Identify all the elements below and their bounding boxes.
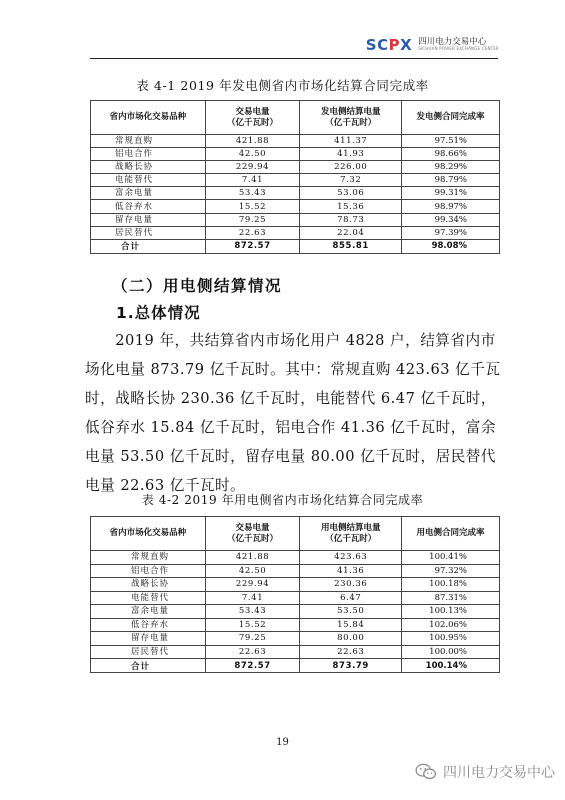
table1-caption: 表 4-1 2019 年发电侧省内市场化结算合同完成率 xyxy=(136,78,429,93)
row-trade-volume: 421.88 xyxy=(205,551,300,565)
row-category: 留存电量 xyxy=(91,213,206,226)
table1-header-cell: 交易电量 （亿千瓦时） xyxy=(205,101,300,135)
row-settled-volume: 80.00 xyxy=(300,632,402,646)
paragraph-line: 电量 53.50 亿千瓦时，留存电量 80.00 亿千瓦时，居民替代 xyxy=(85,448,496,465)
row-category: 居民替代 xyxy=(91,226,206,239)
row-settled-volume: 41.93 xyxy=(300,148,402,161)
row-completion-rate: 97.51% xyxy=(402,135,500,148)
watermark-text: 四川电力交易中心 xyxy=(443,765,555,781)
table2-header-cell: 用电侧合同完成率 xyxy=(402,517,500,551)
header-rule xyxy=(90,58,498,59)
row-settled-volume: 230.36 xyxy=(300,578,402,592)
row-category: 富余电量 xyxy=(91,605,206,619)
table2-header-row xyxy=(91,517,500,551)
row-completion-rate: 99.31% xyxy=(402,187,500,200)
table2-header-cell: 用电侧结算电量 （亿千瓦时） xyxy=(300,517,402,551)
table-row xyxy=(91,148,500,161)
logo-org-en: SICHUAN POWER EXCHANGE CENTER xyxy=(418,46,499,52)
row-settled-volume: 226.00 xyxy=(300,161,402,174)
table-row xyxy=(91,605,500,619)
table-row xyxy=(91,632,500,646)
total-value: 872.57 xyxy=(205,659,300,673)
row-category: 居民替代 xyxy=(91,645,206,659)
table-row xyxy=(91,135,500,148)
paragraph-line: 时，战略长协 230.36 亿千瓦时，电能替代 6.47 亿千瓦时， xyxy=(85,390,496,407)
row-completion-rate: 100.41% xyxy=(402,551,500,565)
row-trade-volume: 15.52 xyxy=(205,200,300,213)
table2-caption: 表 4-2 2019 年用电侧省内市场化结算合同完成率 xyxy=(141,493,424,507)
table-row xyxy=(91,161,500,174)
row-category: 战略长协 xyxy=(91,578,206,592)
row-settled-volume: 15.84 xyxy=(300,618,402,632)
row-completion-rate: 100.18% xyxy=(402,578,500,592)
row-trade-volume: 53.43 xyxy=(205,187,300,200)
row-settled-volume: 423.63 xyxy=(300,551,402,565)
row-completion-rate: 97.39% xyxy=(402,226,500,239)
row-category: 电能替代 xyxy=(91,174,206,187)
row-settled-volume: 22.04 xyxy=(300,226,402,239)
row-trade-volume: 229.94 xyxy=(205,161,300,174)
row-category: 战略长协 xyxy=(91,161,206,174)
table1-header-cell: 省内市场化交易品种 xyxy=(91,101,206,135)
row-completion-rate: 100.13% xyxy=(402,605,500,619)
row-completion-rate: 98.79% xyxy=(402,174,500,187)
subsection-heading: 1.总体情况 xyxy=(116,304,201,322)
row-trade-volume: 42.50 xyxy=(205,148,300,161)
row-settled-volume: 78.73 xyxy=(300,213,402,226)
table-row xyxy=(91,187,500,200)
wechat-watermark xyxy=(415,762,555,782)
row-trade-volume: 42.50 xyxy=(205,564,300,578)
row-settled-volume: 41.36 xyxy=(300,564,402,578)
table-row xyxy=(91,200,500,213)
row-settled-volume: 53.06 xyxy=(300,187,402,200)
logo-org-cn: 四川电力交易中心 xyxy=(418,37,487,48)
row-trade-volume: 79.25 xyxy=(205,632,300,646)
table1-header-cell: 发电侧结算电量 （亿千瓦时） xyxy=(300,101,402,135)
table1-header-row xyxy=(91,101,500,135)
total-value: 873.79 xyxy=(300,659,402,673)
body-paragraph xyxy=(85,326,505,500)
table-row xyxy=(91,564,500,578)
table-row xyxy=(91,551,500,565)
total-value: 872.57 xyxy=(205,239,300,253)
paragraph-line: 电量 22.63 亿千瓦时。 xyxy=(85,477,246,494)
table1-header-cell: 发电侧合同完成率 xyxy=(402,101,500,135)
row-category: 留存电量 xyxy=(91,632,206,646)
row-category: 常规直购 xyxy=(91,551,206,565)
row-trade-volume: 7.41 xyxy=(205,591,300,605)
total-value: 855.81 xyxy=(300,239,402,253)
table1 xyxy=(90,100,500,254)
table2-header-cell: 交易电量 （亿千瓦时） xyxy=(205,517,300,551)
table-row xyxy=(91,226,500,239)
row-trade-volume: 22.63 xyxy=(205,226,300,239)
row-trade-volume: 7.41 xyxy=(205,174,300,187)
row-trade-volume: 15.52 xyxy=(205,618,300,632)
page-number: 19 xyxy=(276,737,289,748)
paragraph-line: 2019 年，共结算省内市场化用户 4828 户，结算省内市 xyxy=(85,332,496,349)
row-completion-rate: 102.06% xyxy=(402,618,500,632)
table-row xyxy=(91,578,500,592)
row-category: 富余电量 xyxy=(91,187,206,200)
row-trade-volume: 229.94 xyxy=(205,578,300,592)
row-settled-volume: 6.47 xyxy=(300,591,402,605)
row-settled-volume: 7.32 xyxy=(300,174,402,187)
row-category: 铝电合作 xyxy=(91,564,206,578)
row-trade-volume: 53.43 xyxy=(205,605,300,619)
paragraph-line: 场化电量 873.79 亿千瓦时。其中：常规直购 423.63 亿千瓦 xyxy=(85,361,501,378)
total-rate: 98.08% xyxy=(402,239,500,253)
total-rate: 100.14% xyxy=(402,659,500,673)
row-completion-rate: 87.31% xyxy=(402,591,500,605)
table-row xyxy=(91,591,500,605)
row-settled-volume: 15.36 xyxy=(300,200,402,213)
row-category: 电能替代 xyxy=(91,591,206,605)
total-label: 合计 xyxy=(91,659,206,673)
section-heading: （二）用电侧结算情况 xyxy=(112,277,283,295)
table2-header-cell: 省内市场化交易品种 xyxy=(91,517,206,551)
row-completion-rate: 98.97% xyxy=(402,200,500,213)
row-completion-rate: 99.34% xyxy=(402,213,500,226)
paragraph-line: 低谷弃水 15.84 亿千瓦时，铝电合作 41.36 亿千瓦时，富余 xyxy=(85,419,496,436)
row-completion-rate: 100.00% xyxy=(402,645,500,659)
total-label: 合计 xyxy=(91,239,206,253)
row-completion-rate: 97.32% xyxy=(402,564,500,578)
row-settled-volume: 22.63 xyxy=(300,645,402,659)
row-trade-volume: 79.25 xyxy=(205,213,300,226)
row-completion-rate: 100.95% xyxy=(402,632,500,646)
table-row xyxy=(91,213,500,226)
table-row xyxy=(91,645,500,659)
wechat-icon xyxy=(415,763,437,781)
table-row xyxy=(91,174,500,187)
row-category: 低谷弃水 xyxy=(91,200,206,213)
header-logo xyxy=(366,36,499,54)
row-completion-rate: 98.29% xyxy=(402,161,500,174)
row-settled-volume: 411.37 xyxy=(300,135,402,148)
row-category: 铝电合作 xyxy=(91,148,206,161)
row-trade-volume: 22.63 xyxy=(205,645,300,659)
row-completion-rate: 98.66% xyxy=(402,148,500,161)
logo-text xyxy=(418,38,499,51)
row-settled-volume: 53.50 xyxy=(300,605,402,619)
table2-total-row xyxy=(91,659,500,673)
logo-mark: SCPX xyxy=(365,36,413,54)
table1-total-row xyxy=(91,239,500,253)
row-category: 常规直购 xyxy=(91,135,206,148)
row-category: 低谷弃水 xyxy=(91,618,206,632)
table-row xyxy=(91,618,500,632)
table2 xyxy=(90,516,500,673)
row-trade-volume: 421.88 xyxy=(205,135,300,148)
